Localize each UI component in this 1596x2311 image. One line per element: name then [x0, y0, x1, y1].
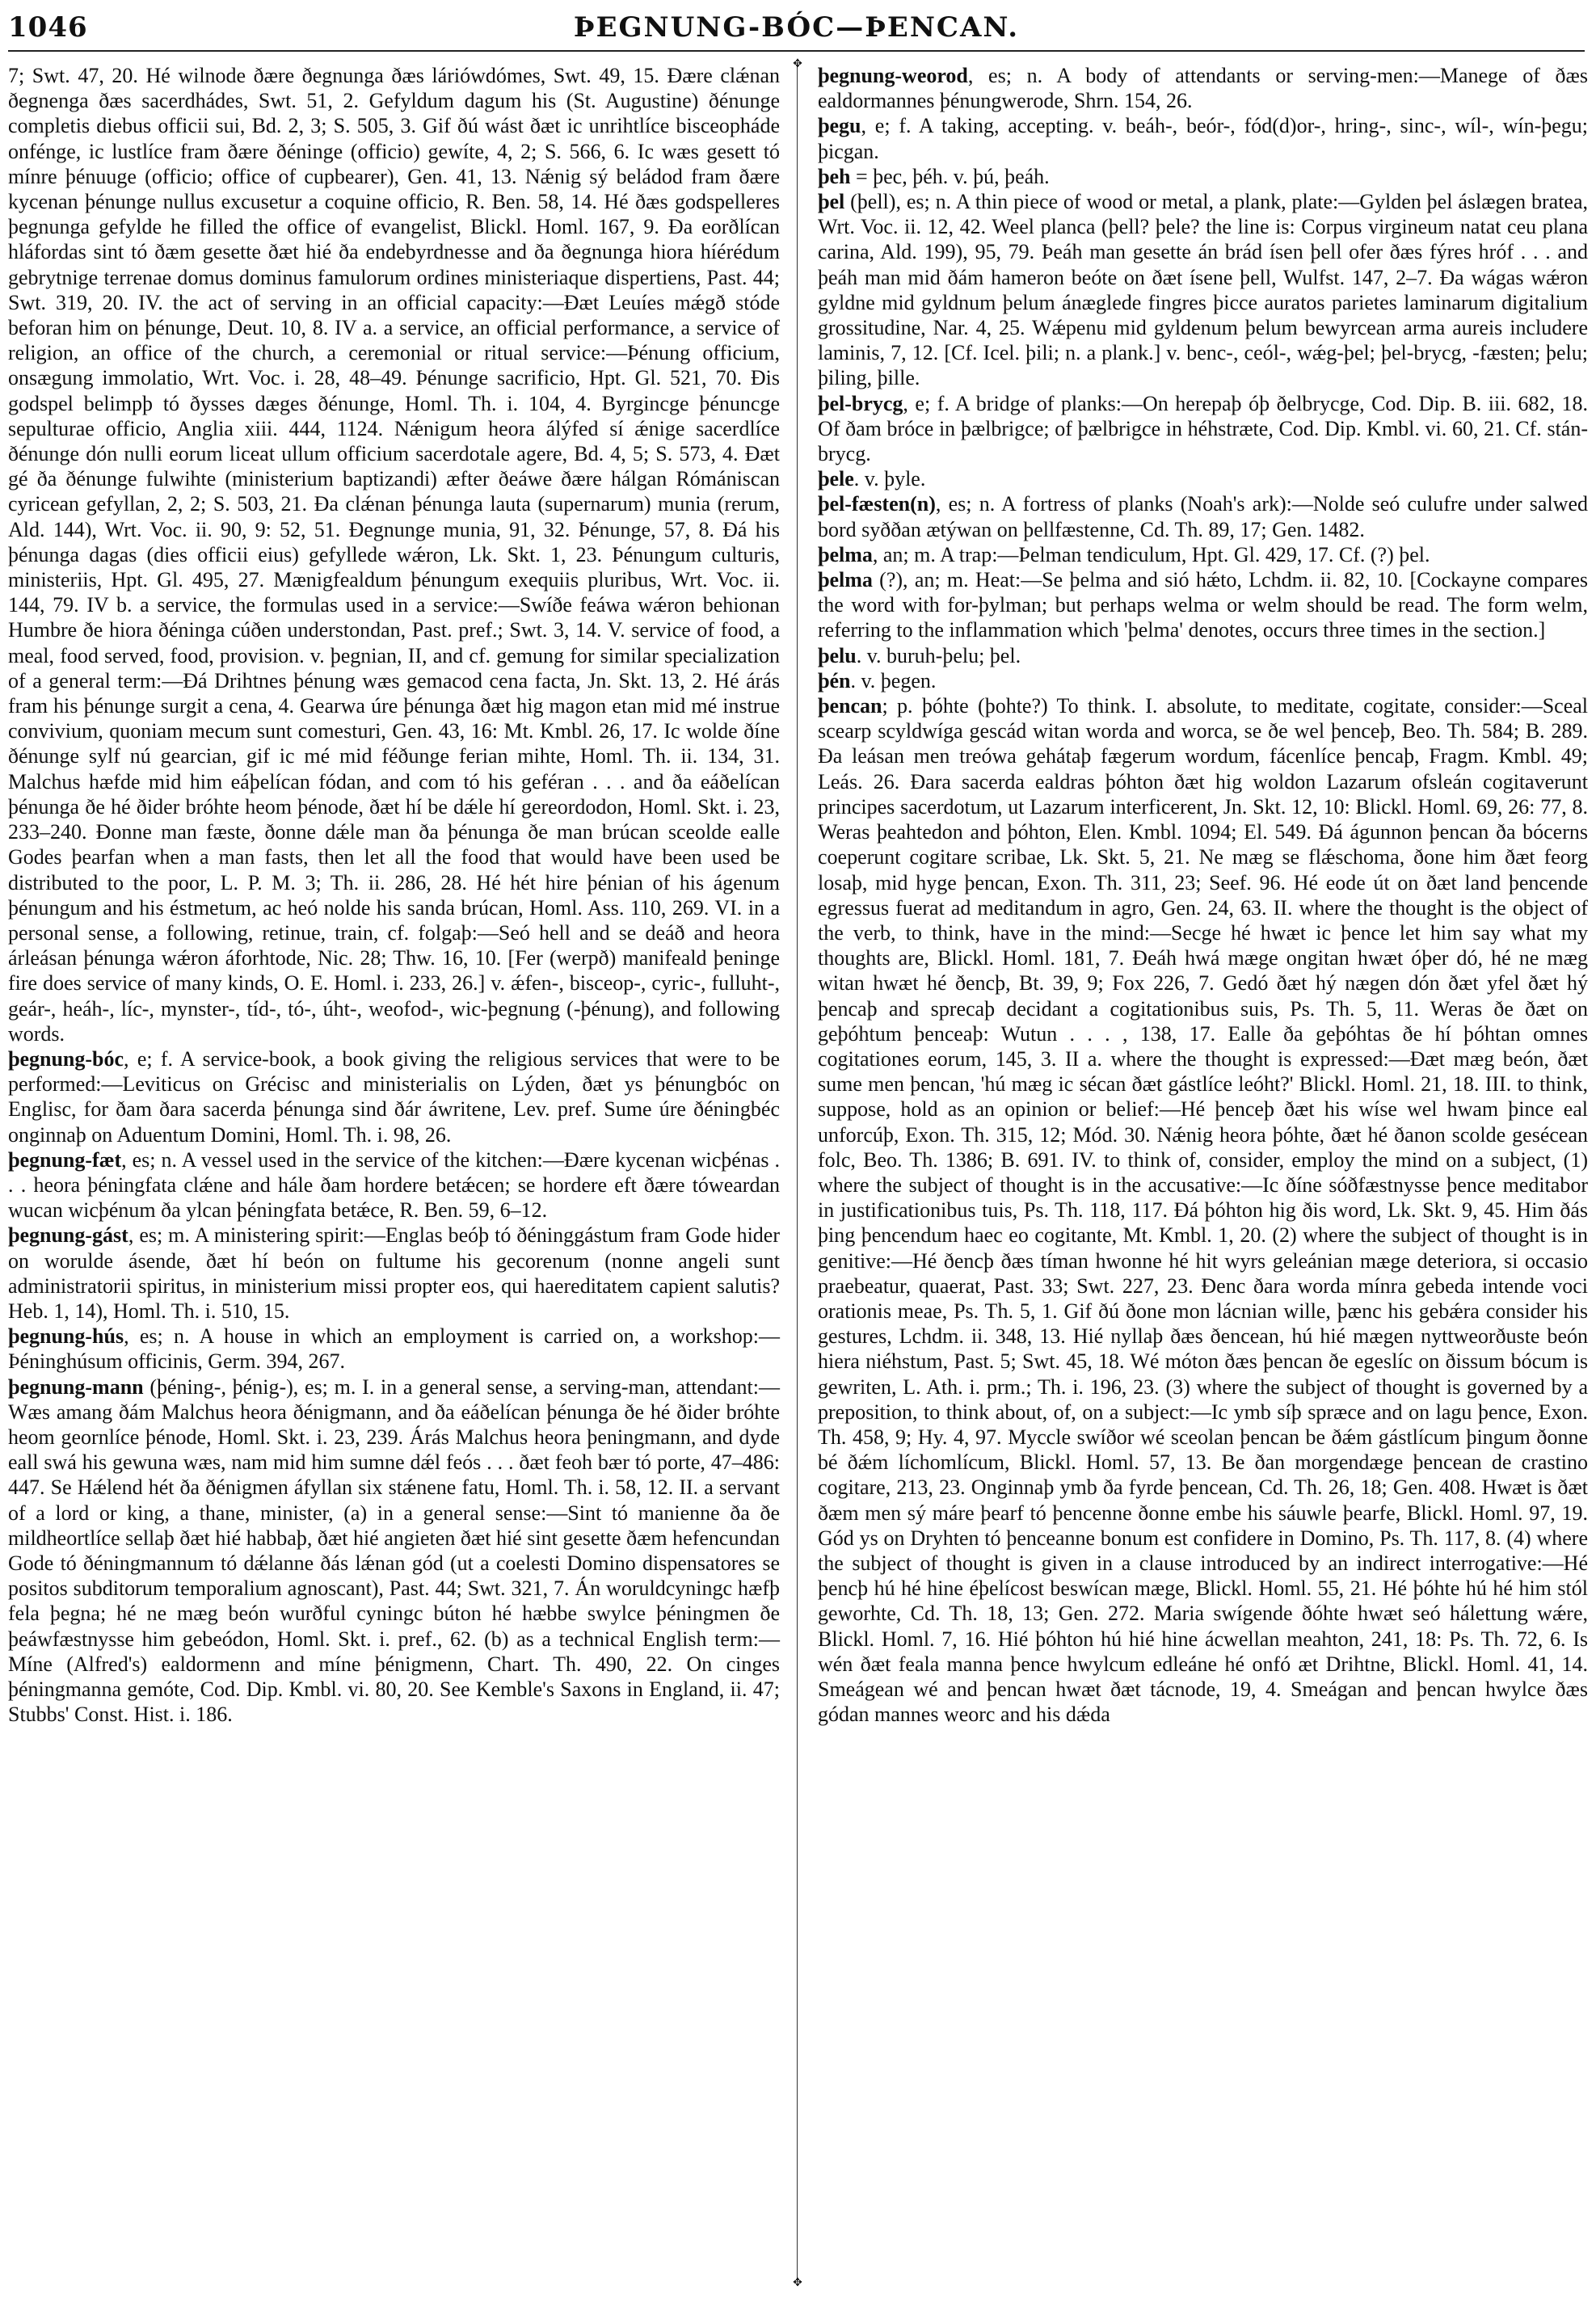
dictionary-entry [818, 693, 1588, 1727]
dictionary-entry [8, 1147, 780, 1223]
dictionary-entry [8, 63, 780, 1046]
entry-text: (þéning-, þénig-), es; m. I. in a general sense, a serving-man, attendant:—Wæs amang ðám Malchus heora ðénigmann, and ða eáðelícan þénunga ðe hé ðider bróhte heom geornlíce þénode, Homl. Skt. i. 23, 239. Árás Malchus heora þeningmann, and dyde eall swá his gewuna wæs, nam mid him sumne dǽl feós . . . ðæt feoh bær tó porte, 47–486: 447. Se Hǽlend hét ða ðénigmen áfyllan six stǽnene fatu, Homl. Th. i. 58, 12. II. a servant of a lord or king, a thane, minister, (a) in a general sense:—Sint tó manienne ða ðe mildheortlíce sellaþ ðæt hié habbaþ, ðæt hié angieten ðæt hié sint gesette ðæm hefencundan Gode tó ðéningmannum tó dǽlanne ðás lǽnan gód (ut a coelesti Domino dispensatores se positos subditorum temporalium agnoscant), Past. 44; Swt. 321, 7. Án woruldcyningc hæfþ fela þegna; hé ne mæg beón wurðful cyningc búton hé hæbbe swylce þéningmen ðe þeáwfæstnysse him gebeódon, Homl. Skt. i. pref., 62. (b) as a technical English term:—Míne (Alfred's) ealdormenn and míne þénigmenn, Chart. Th. 490, 22. On cinges þéningmanna gemóte, Cod. Dip. Kmbl. vi. 80, 20. See Kemble's Saxons in England, ii. 47; Stubbs' Const. Hist. i. 186. [8, 1374, 780, 1727]
page-header [8, 11, 1585, 52]
entry-text: , es; n. A vessel used in the service of the kitchen:—Ðære kycenan wicþénas . . . heora þéningfata clǽne and hále ðam hordere betǽcen; se hordere eft ðære tóweardan wucan wicþénum ða ylcan þéningfata betǽce, R. Ben. 59, 6–12. [8, 1147, 780, 1223]
page-number: 1046 [8, 11, 88, 44]
dictionary-entry [818, 189, 1588, 391]
entry-headword: þegnung-bóc [8, 1046, 124, 1071]
dictionary-entry [8, 1324, 780, 1374]
entry-text: ; p. þóhte (þohte?) To think. I. absolute, to meditate, cogitate, consider:—Sceal scearp scyldwíga gescád witan worda and worca, se ðe wel þenceþ, Beo. Th. 584; B. 289. Ða leásan men treówa gehátaþ fægerum wordum, fácenlíce þencaþ, Fragm. Kmbl. 49; Leás. 26. Ðara sacerda ealdras þóhton ðæt hig woldon Lazarum ofsleán cogitaverunt principes sacerdotum, ut Lazarum interficerent, Jn. Skt. 12, 10: Blickl. Homl. 69, 26: 77, 8. Weras þeahtedon and þóhton, Elen. Kmbl. 1094; El. 549. Ðá águnnon þencan ða bócerns coeperunt cogitare scribae, Lk. Skt. 5, 21. Ne mæg se flǽschoma, ðone him ðæt feorg losaþ, mid hyge þencan, Exon. Th. 311, 23; Seef. 96. Hé eode út on ðæt land þencende egressus fuerat ad meditandum in agro, Gen. 24, 63. II. where the thought is the object of the verb, to think, have in the mind:—Secge hé hwæt ic þence let him say what my thoughts are, Blickl. Homl. 181, 7. Ðeáh hwá mæge ongitan hwæt óþer dó, hé ne mæg witan hwæt hé ðencþ, Bt. 39, 9; Fox 226, 7. Gedó ðæt hý nægen dón ðæt yfel ðæt hý þencaþ and sprecaþ decidant a cogitationibus suis, Ps. Th. 5, 11. Weras ðe ðæt on geþóhtum þenceaþ: Wutun . . . , 138, 17. Ealle ða geþóhtas ðe hí þóhtan omnes cogitationes eorum, 145, 3. II a. where the thought is expressed:—Ðæt mæg beón, ðæt sume men þencan, 'hú mæg ic sécan ðæt gástlíce leóht?' Blickl. Homl. 21, 18. III. to think, suppose, hold as an opinion or belief:—Hé þenceþ ðæt his wíse wel hwam þince eal unforcúþ, Exon. Th. 315, 12; Mód. 30. Nǽnig heora þóhte, ðæt hé ðanon scolde gesécean folc, Beo. Th. 1386; B. 691. IV. to think of, consider, employ the mind on a subject, (1) where the subject of thought is in the accusative:—Ic ðíne sóðfæstnysse þence meditabor in justificationibus tuis, Ps. Th. 118, 117. Ðá þóhton hig ðis word, Lk. Skt. 9, 45. Him ðás þing þencendum haec eo cogitante, Mt. Kmbl. 1, 20. (2) where the subject of thought is in genitive:—Hé ðencþ ðæs tíman hwonne hé hit wyrs geleánian mæge deteriora, si occasio praebeatur, quaerat, Past. 33; Swt. 227, 23. Ðenc ðara worda mínra gebeda intende voci orationis meae, Ps. Th. 5, 1. Gif ðú ðone mon lácnian wille, þænc his gebǽra consider his gestures, Lchdm. ii. 348, 13. Hié nyllaþ ðæs ðencean, hú hié mægen nyttweorðuste beón hiera niéhstum, Past. 5; Swt. 45, 18. Wé móton ðæs þencan ðe egeslíc on ðissum bócum is gewriten, L. Ath. i. prm.; Th. i. 196, 23. (3) where the subject of thought is governed by a preposition, to think about, of, on a subject:—Ic ymb síþ spræce and on lagu þence, Exon. Th. 458, 9; Hy. 4, 97. Myccle swíðor wé sceolan þencan be ðǽm gástlícum þingum ðonne bé ðǽm líchomlícum, Blickl. Homl. 57, 13. Be ðan morgendæge þencean de crastino cogitare, 213, 23. Onginnaþ ymb ða fyrde þencean, Cd. Th. 26, 18; Gen. 408. Hwæt is ðæt ðæm men sý máre þearf tó þencenne ðonne embe his sáuwle þearfe, Blickl. Homl. 97, 19. Gód ys on Dryhten tó þenceanne bonum est confidere in Domino, Ps. Th. 117, 8. (4) where the subject of thought is given in a clause introduced by an indirect interrogative:—Hé þencþ hú hé hine éþelícost beswícan mæge, Blickl. Homl. 55, 21. Hé þóhte hú hé him stól geworhte, Cd. Th. 18, 13; Gen. 272. Maria swígende ðóhte hwæt seó hálettung wǽre, Blickl. Homl. 7, 16. Hié þóhton hú hié hine ácwellan meahton, 241, 18: Ps. Th. 72, 6. Is wén ðæt feala manna þence hwylcum edleáne hé onfó æt Drihtne, Blickl. Homl. 41, 14. Smeágean wé and þencan hwæt ðæt tácnode, 19, 4. Smeágan and þencan hwylce ðæs gódan mannes weorc and his dǽda [818, 694, 1588, 1727]
entry-headword: þel-fæsten(n) [818, 492, 936, 516]
column-divider [797, 63, 798, 2281]
dictionary-entry [818, 491, 1588, 541]
entry-headword: þelma [818, 568, 873, 592]
divider-ornament-bottom: ✥ [793, 2276, 802, 2289]
entry-headword: þencan [818, 694, 882, 718]
dictionary-entry [818, 466, 1588, 491]
dictionary-entry [818, 391, 1588, 467]
entry-text: , e; f. A service-book, a book giving the religious services that were to be performed:—Leviticus on Grécisc and ministerialis on Lýden, ðæt ys þénungbóc on Englisc, for ðam ðara sacerda þénunga sind ðár áwritene, Lev. pref. Sume úre ðéningbéc onginnaþ on Aduentum Domini, Homl. Th. i. 98, 26. [8, 1046, 780, 1147]
dictionary-entry [818, 542, 1588, 567]
dictionary-entry [8, 1223, 780, 1324]
entry-headword: þelu [818, 643, 857, 667]
right-column [818, 63, 1588, 1727]
entry-text: , an; m. A trap:—Þelman tendiculum, Hpt. Gl. 429, 17. Cf. (?) þel. [872, 542, 1430, 566]
entry-headword: þelma [818, 542, 873, 566]
entry-headword: þele [818, 467, 854, 491]
dictionary-entry [818, 668, 1588, 693]
dictionary-entry [818, 643, 1588, 668]
entry-headword: þel [818, 190, 845, 214]
entry-headword: þegnung-weorod [818, 64, 968, 87]
entry-headword: þeh [818, 164, 851, 188]
running-head: ÞEGNUNG-BÓC—ÞENCAN. [573, 11, 1020, 44]
entry-text: . v. þegen. [850, 668, 937, 692]
entry-headword: þén [818, 668, 851, 692]
dictionary-entry [8, 1374, 780, 1728]
entry-text: , es; n. A body of attendants or serving-men:—Manege of ðæs ealdormannes þénungwerode, Shrn. 154, 26. [818, 64, 1588, 113]
entry-headword: þegnung-hús [8, 1324, 124, 1349]
entry-text: 7; Swt. 47, 20. Hé wilnode ðære ðegnunga ðæs láriówdómes, Swt. 49, 15. Ðære clǽnan ðegnenga ðæs sacerdhádes, Swt. 51, 2. Gefyldum dagum his (St. Augustine) ðénunge completis diebus officii sui, Bd. 2, 3; S. 505, 3. Gif ðú wást ðæt ic unrihtlíce bisceophádе onfénge, ic lustlíce fram ðære ðéninge (officio) gewíte, 4, 2; S. 566, 6. Ic wæs gesett tó mínre þénuuge (officio; office of cupbearer), Gen. 41, 13. Nǽnig sý beládod fram ðære kycenan þénunge nullus excusetur a coquine officio, R. Ben. 58, 14. Hé ðæs godspelleres þegnunga gefylde he filled the office of evangelist, Blickl. Homl. 167, 9. Ða eorðlícan hláfordas sint tó ðæm gesette ðæt hié ða endebyrdnesse and ða ðegnunga hiora híérédum gebrytnige terrenae domus dominus famulorum ordines ministeriaque dispertiens, Past. 44; Swt. 319, 20. IV. the act of serving in an official capacity:—Ðæt Leuíes mǽgð stóde beforan him on þénunge, Deut. 10, 8. IV a. a service, an official performance, a service of religion, an office of the church, a ceremonial or ritual service:—Þénung officium, onsægung immolatio, Wrt. Voc. i. 28, 48–49. Þénunge sacrificio, Hpt. Gl. 521, 70. Ðis godspel belimpþ tó ðysses dæges ðénunge, Homl. Th. i. 104, 4. Byrgincge þénuncge sepulturae officio, Anglia xiii. 444, 1124. Nǽnigum heora álýfed sí ǽnige sacerdlíce ðénunge dón nulli eorum liceat ullum officium sacerdotale agere, Bd. 4, 5; S. 573, 4. Ðæt gé ða ðénunge fulwihte (ministerium baptizandi) æfter ðeáwe ðære hálgan Rómániscan cyricean gefyllan, 2, 2; S. 503, 21. Ða clǽnan þénunga lauta (supernarum) munia (rerum, Ald. 144), Wrt. Voc. ii. 90, 9: 52, 51. Ðegnunge munia, 91, 32. Þénunge, 57, 8. Ðá his þénunga dagas (dies officii eius) gefyllede wǽron, Lk. Skt. 1, 23. Þénungum culturis, ministeriis, Hpt. Gl. 495, 27. Mænigfealdum þénungum exequiis pluribus, Wrt. Voc. ii. 144, 79. IV b. a service, the formulas used in a service:—Swíðe feáwa wǽron behionan Humbre ðe hiora ðéninga cúðen understondan, Past. pref.; Swt. 3, 14. V. service of food, a meal, food served, food, provision. v. þegnian, II, and cf. gemung for similar specialization of a general term:—Ðá Drihtnes þénung wæs gemacod cena facta, Jn. Skt. 13, 2. Hé árás fram his þénunge surgit a cena, 4. Gearwa úre þénunga ðæt hig magon etan mid mé instrue convivium, quoniam mecum sunt comesturi, Gen. 43, 16: Mt. Kmbl. 26, 17. Ic wolde ðíne ðénunge sylf nú gearcian, gif ic mé mid féðunge ferian mihte, Homl. Th. ii. 134, 31. Malchus hæfde mid him eáþelícan fódan, and com tó his geféran . . . and ða eáðelícan þénunga ðe hé ðider bróhte heom þénode, ðæt hí be dǽle hí gereordodon, Homl. Skt. i. 23, 233–240. Ðonne man fæste, ðonne dǽle man ða þénunga ðe man brúcan sceolde ealle Godes þearfan when a man fasts, then let all the food that would have been used be distributed to the poor, L. P. M. 3; Th. ii. 286, 28. Hé hét hire þénian of his ágenum þénungum and his éstmetum, ac heó nolde his sanda brúcan, Homl. Ass. 110, 269. VI. in a personal sense, a following, retinue, train, cf. folgaþ:—Seó hell and se deáð and heora árleásan þénunga wǽron áforhtode, Nic. 28; Thw. 16, 10. [Fer (werpð) manifeald þeninge fire does service of many kinds, O. E. Homl. i. 233, 26.] v. ǽfen-, bisceop-, cyric-, fulluht-, geár-, heáh-, líc-, mynster-, tíd-, tó-, úht-, weofod-, wic-þegnung (-þénung), and following words. [8, 64, 780, 1046]
entry-headword: þel-brycg [818, 391, 903, 415]
dictionary-entry [818, 164, 1588, 189]
entry-text: , es; m. A ministering spirit:—Englas beóþ tó ðéninggástum fram Gode hider on worulde ásende, ðæt hí beón on fultume his gecorenum (nonne angeli sunt administratorii spiritus, in ministerium missi propter eos, qui haereditatem capient salutis? Heb. 1, 14), Homl. Th. i. 510, 15. [8, 1223, 780, 1323]
entry-text: . v. þyle. [853, 467, 926, 491]
entry-text: , e; f. A bridge of planks:—On herepaþ óþ ðelbrycge, Cod. Dip. B. iii. 682, 18. Of ðam bróce in þælbrigce; of þælbrigce in héhstræte, Cod. Dip. Kmbl. vi. 60, 21. Cf. stán-brycg. [818, 391, 1588, 466]
divider-ornament-top: ✥ [793, 57, 802, 70]
entry-headword: þegnung-fæt [8, 1147, 122, 1172]
entry-headword: þegu [818, 114, 861, 138]
dictionary-entry [8, 1046, 780, 1147]
left-column [8, 63, 780, 1727]
dictionary-entry [818, 63, 1588, 113]
dictionary-entry [818, 113, 1588, 163]
entry-text: , e; f. A taking, accepting. v. beáh-, beór-, fód(d)or-, hring-, sinc-, wíl-, wín-þegu; þicgan. [818, 114, 1588, 163]
entry-headword: þegnung-gást [8, 1223, 128, 1248]
entry-text: , es; n. A house in which an employment is carried on, a workshop:—Þéninghúsum officinis, Germ. 394, 267. [8, 1324, 780, 1374]
entry-text: = þec, þéh. v. þú, þeáh. [850, 164, 1050, 188]
entry-text: (?), an; m. Heat:—Se þelma and sió hǽto, Lchdm. ii. 82, 10. [Cockayne compares the word with for-þylman; but perhaps welma or welm should be read. The form welm, referring to the inflammation which 'þelma' denotes, occurs three times in the section.] [818, 568, 1588, 642]
dictionary-entry [818, 567, 1588, 643]
entry-text: (þell), es; n. A thin piece of wood or metal, a plank, plate:—Gylden þel áslægen bratea, Wrt. Voc. ii. 12, 42. Weel planca (þell? þele? the line is: Corpus virgineum natat ceu plana carina, Ald. 199), 95, 79. Þeáh man gesette án brád ísen þell ofer ðæs fýres hróf . . . and þeáh man mid ðám hameron beóte on ðæt ísene þell, Wulfst. 147, 2–7. Ða wágas wǽron gyldne mid gyldnum þelum ánæglede fingres þicce auratos parietes laminarum digitalium grossitudine, Nar. 4, 25. Wǽpenu mid gyldenum þelum bewyrcean arma aureis includere laminis, 7, 12. [Cf. Icel. þili; n. a plank.] v. benc-, ceól-, wǽg-þel; þel-brycg, -fæsten; þelu; þiling, þille. [818, 190, 1588, 390]
entry-text: , es; n. A fortress of planks (Noah's ark):—Nolde seó culufre under salwed bord syððan ætýwan on þellfæstenne, Cd. Th. 89, 17; Gen. 1482. [818, 492, 1588, 541]
entry-text: . v. buruh-þelu; þel. [856, 643, 1021, 667]
entry-headword: þegnung-mann [8, 1374, 144, 1399]
